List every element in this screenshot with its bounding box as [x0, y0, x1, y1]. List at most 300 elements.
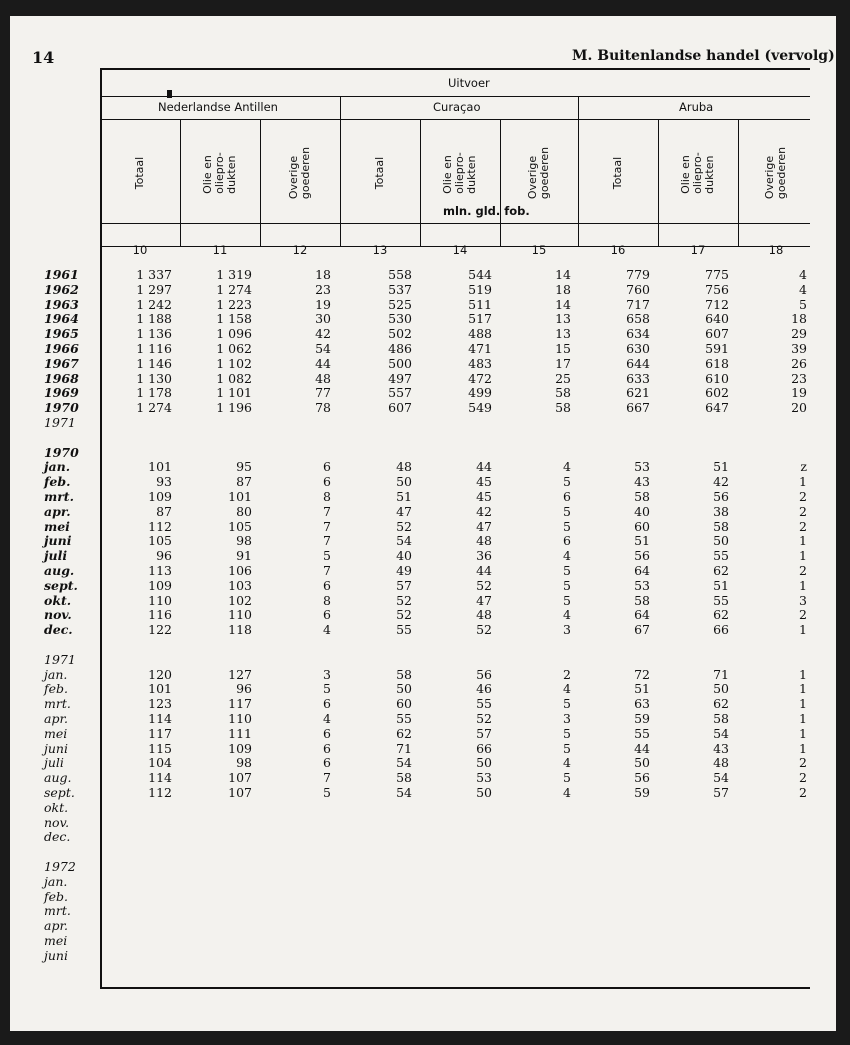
row-label: feb. [44, 888, 68, 904]
table-cell: 45 [476, 474, 492, 490]
table-cell: 1 116 [136, 341, 172, 356]
table-cell: 104 [148, 755, 172, 771]
row-label: nov. [44, 607, 72, 623]
table-cell: 1 [799, 711, 807, 726]
table-cell: 54 [713, 770, 729, 786]
row-label: mrt. [44, 489, 74, 504]
table-cell: 51 [634, 681, 650, 697]
table-cell: 56 [634, 770, 650, 786]
table-cell: 2 [799, 785, 807, 800]
table-cell: 60 [396, 696, 412, 712]
table-cell: 45 [476, 489, 492, 504]
column-number: 10 [132, 243, 148, 257]
table-cell: 4 [563, 785, 571, 800]
table-cell: 618 [705, 355, 729, 371]
unit-label: mln. gld. fob. [443, 204, 530, 218]
table-cell: 472 [468, 370, 492, 386]
row-label: aug. [44, 770, 72, 786]
row-label: 1969 [44, 385, 79, 401]
table-cell: 48 [713, 755, 729, 771]
table-cell: 80 [236, 503, 252, 519]
header-rule-3 [100, 119, 810, 120]
table-cell: 62 [713, 607, 729, 623]
table-cell: 2 [799, 563, 807, 578]
table-cell: 1 130 [136, 370, 172, 386]
table-cell: 118 [228, 622, 252, 638]
table-cell: 23 [791, 370, 807, 386]
bottom-rule [100, 987, 810, 989]
table-cell: 112 [148, 518, 172, 534]
subheader-col-18: Overige goederen [763, 146, 788, 200]
table-cell: 43 [634, 474, 650, 490]
table-cell: 93 [156, 474, 172, 490]
table-cell: 50 [396, 681, 412, 697]
table-cell: 517 [468, 311, 492, 327]
row-label: okt. [44, 592, 72, 608]
table-cell: 40 [634, 503, 650, 519]
row-label: sept. [44, 785, 75, 800]
table-cell: 57 [713, 785, 729, 800]
table-cell: 756 [705, 281, 729, 297]
table-cell: 5 [563, 770, 571, 786]
table-cell: 7 [323, 518, 331, 534]
table-cell: 106 [228, 563, 252, 578]
row-label: juni [44, 740, 68, 756]
table-cell: 25 [555, 370, 571, 386]
table-cell: 52 [396, 518, 412, 534]
table-cell: 53 [634, 577, 650, 593]
table-cell: 60 [634, 518, 650, 534]
table-cell: 66 [476, 740, 492, 756]
table-cell: 29 [791, 326, 807, 342]
table-cell: 6 [323, 755, 331, 771]
table-cell: 49 [396, 563, 412, 578]
table-cell: 109 [148, 489, 172, 504]
table-cell: 1 146 [136, 355, 172, 371]
page-number: 14 [32, 48, 55, 67]
table-cell: 55 [476, 696, 492, 712]
table-cell: 122 [148, 622, 172, 638]
table-cell: 64 [634, 563, 650, 578]
table-cell: 1 297 [136, 281, 172, 297]
table-cell: 7 [323, 533, 331, 549]
table-cell: 48 [476, 607, 492, 623]
table-cell: 5 [563, 503, 571, 519]
table-cell: 51 [396, 489, 412, 504]
table-cell: 18 [315, 267, 331, 282]
table-cell: 5 [323, 681, 331, 697]
table-cell: 5 [563, 563, 571, 578]
table-cell: 127 [228, 666, 252, 682]
table-cell: 1 196 [216, 400, 252, 416]
table-cell: 62 [396, 725, 412, 741]
vrule-c13-low [420, 224, 421, 246]
row-label: 1961 [44, 267, 79, 282]
subheader-col-11: Olie en oliepro- dukten [201, 152, 238, 194]
table-cell: 4 [563, 607, 571, 623]
row-label: apr. [44, 918, 69, 934]
vrule-c13 [420, 120, 421, 224]
table-cell: 7 [323, 770, 331, 786]
table-cell: 18 [791, 311, 807, 327]
table-cell: 607 [705, 326, 729, 342]
table-cell: 19 [315, 296, 331, 312]
table-cell: 1 096 [216, 326, 252, 342]
row-label: 1970 [44, 444, 79, 460]
table-cell: 117 [228, 696, 252, 712]
vrule-ant-cur [340, 96, 341, 246]
table-cell: 38 [713, 503, 729, 519]
table-cell: 58 [396, 770, 412, 786]
table-cell: 2 [799, 503, 807, 519]
column-number: 12 [292, 243, 308, 257]
table-cell: 549 [468, 400, 492, 416]
table-cell: 52 [396, 607, 412, 623]
table-cell: 39 [791, 341, 807, 356]
table-cell: 5 [563, 696, 571, 712]
table-cell: 18 [555, 281, 571, 297]
row-label: 1963 [44, 296, 79, 312]
table-cell: 2 [563, 666, 571, 682]
table-cell: 1 158 [216, 311, 252, 327]
table-cell: z [800, 459, 807, 475]
table-cell: 2 [799, 607, 807, 623]
table-cell: 557 [388, 385, 412, 401]
table-cell: 54 [713, 725, 729, 741]
table-cell: 58 [555, 400, 571, 416]
table-cell: 3 [563, 622, 571, 638]
row-label: juni [44, 533, 72, 549]
table-cell: 101 [148, 459, 172, 475]
table-cell: 4 [563, 755, 571, 771]
table-cell: 4 [799, 267, 807, 282]
table-cell: 51 [713, 577, 729, 593]
table-cell: 647 [705, 400, 729, 416]
table-cell: 1 [799, 696, 807, 712]
table-cell: 1 [799, 622, 807, 638]
vrule-c14-low [500, 224, 501, 246]
table-cell: 115 [148, 740, 172, 756]
column-number: 15 [531, 243, 547, 257]
row-label: mei [44, 933, 68, 948]
table-cell: 113 [148, 563, 172, 578]
table-cell: 13 [555, 326, 571, 342]
table-cell: 62 [713, 563, 729, 578]
column-number: 18 [768, 243, 784, 257]
table-cell: 101 [148, 681, 172, 697]
subheader-col-15: Overige goederen [526, 146, 551, 200]
table-cell: 36 [476, 548, 492, 564]
row-label: juni [44, 947, 68, 963]
table-cell: 779 [626, 267, 650, 282]
table-cell: 58 [713, 711, 729, 726]
header-rule-4 [100, 223, 810, 224]
table-cell: 51 [713, 459, 729, 475]
table-cell: 6 [323, 696, 331, 712]
table-cell: 4 [323, 711, 331, 726]
table-cell: 1 [799, 548, 807, 564]
column-number: 11 [212, 243, 228, 257]
row-label: mrt. [44, 696, 71, 712]
table-cell: 5 [563, 518, 571, 534]
row-label: jan. [44, 873, 68, 889]
statistics-page [10, 16, 836, 1031]
table-cell: 17 [555, 355, 571, 371]
table-cell: 110 [228, 607, 252, 623]
table-cell: 486 [388, 341, 412, 356]
table-cell: 1 101 [216, 385, 252, 401]
table-cell: 96 [156, 548, 172, 564]
table-cell: 53 [634, 459, 650, 475]
row-label: 1966 [44, 341, 79, 356]
table-cell: 59 [634, 785, 650, 800]
table-cell: 71 [396, 740, 412, 756]
table-cell: 14 [555, 296, 571, 312]
table-cell: 591 [705, 341, 729, 356]
table-cell: 50 [713, 533, 729, 549]
table-cell: 87 [156, 503, 172, 519]
table-cell: 511 [468, 296, 492, 312]
table-cell: 1 274 [216, 281, 252, 297]
table-cell: 1 [799, 577, 807, 593]
table-cell: 117 [148, 725, 172, 741]
table-cell: 6 [323, 459, 331, 475]
table-cell: 1 178 [136, 385, 172, 401]
table-cell: 55 [634, 725, 650, 741]
column-number: 14 [452, 243, 468, 257]
table-cell: 103 [228, 577, 252, 593]
row-label: 1971 [44, 415, 76, 430]
row-label: juli [44, 548, 68, 564]
row-label: feb. [44, 474, 71, 490]
table-cell: 1 274 [136, 400, 172, 416]
table-cell: 105 [228, 518, 252, 534]
table-cell: 77 [315, 385, 331, 401]
row-label: dec. [44, 829, 71, 845]
table-cell: 47 [476, 592, 492, 608]
table-cell: 8 [323, 489, 331, 504]
row-label: dec. [44, 622, 73, 638]
table-cell: 59 [634, 711, 650, 726]
table-cell: 58 [634, 592, 650, 608]
table-cell: 55 [396, 711, 412, 726]
row-label: 1972 [44, 859, 76, 874]
table-cell: 110 [148, 592, 172, 608]
table-cell: 537 [388, 281, 412, 297]
vrule-c17 [738, 120, 739, 246]
table-cell: 630 [626, 341, 650, 356]
table-cell: 519 [468, 281, 492, 297]
table-cell: 58 [634, 489, 650, 504]
table-cell: 1 [799, 681, 807, 697]
table-cell: 30 [315, 311, 331, 327]
table-cell: 42 [476, 503, 492, 519]
row-label: apr. [44, 503, 71, 519]
row-label: 1965 [44, 326, 79, 342]
table-cell: 471 [468, 341, 492, 356]
table-cell: 26 [791, 355, 807, 371]
table-cell: 55 [713, 548, 729, 564]
table-cell: 120 [148, 666, 172, 682]
row-label: mei [44, 725, 68, 741]
table-cell: 54 [315, 341, 331, 356]
row-label: mrt. [44, 903, 71, 919]
subheader-col-13: Totaal [373, 156, 386, 190]
left-vrule [100, 68, 102, 988]
table-cell: 5 [563, 740, 571, 756]
table-cell: 621 [626, 385, 650, 401]
row-label: 1962 [44, 281, 79, 297]
group-curacao: Curaçao [433, 100, 481, 114]
row-label: 1971 [44, 651, 76, 667]
table-cell: 44 [315, 355, 331, 371]
table-cell: 6 [323, 740, 331, 756]
table-cell: 717 [626, 296, 650, 312]
table-cell: 3 [799, 592, 807, 608]
table-cell: 5 [799, 296, 807, 312]
group-antillen: Nederlandse Antillen [158, 100, 278, 114]
header-rule-2 [100, 96, 810, 97]
table-cell: 71 [713, 666, 729, 682]
vrule-cur-aru [578, 96, 579, 246]
table-cell: 760 [626, 281, 650, 297]
table-cell: 5 [323, 548, 331, 564]
table-cell: 5 [563, 474, 571, 490]
table-cell: 54 [396, 785, 412, 800]
table-cell: 667 [626, 400, 650, 416]
page-title: M. Buitenlandse handel (vervolg) [572, 48, 835, 64]
table-cell: 72 [634, 666, 650, 682]
table-cell: 54 [396, 533, 412, 549]
export-header: Uitvoer [448, 76, 490, 90]
table-cell: 52 [396, 592, 412, 608]
row-label: apr. [44, 711, 69, 726]
table-cell: 48 [396, 459, 412, 475]
table-cell: 525 [388, 296, 412, 312]
vrule-c10 [180, 120, 181, 246]
table-cell: 95 [236, 459, 252, 475]
table-cell: 56 [634, 548, 650, 564]
table-cell: 102 [228, 592, 252, 608]
table-cell: 109 [228, 740, 252, 756]
table-cell: 56 [713, 489, 729, 504]
row-label: aug. [44, 563, 75, 578]
table-cell: 634 [626, 326, 650, 342]
vrule-c11 [260, 120, 261, 246]
table-cell: 4 [323, 622, 331, 638]
table-cell: 47 [396, 503, 412, 519]
row-label: sept. [44, 577, 78, 593]
table-cell: 107 [228, 770, 252, 786]
table-cell: 50 [476, 785, 492, 800]
table-cell: 1 [799, 474, 807, 490]
table-cell: 43 [713, 740, 729, 756]
table-cell: 6 [323, 725, 331, 741]
table-cell: 544 [468, 267, 492, 282]
vrule-c16 [658, 120, 659, 246]
table-cell: 98 [236, 755, 252, 771]
row-label: jan. [44, 459, 71, 475]
column-number: 13 [372, 243, 388, 257]
table-cell: 44 [476, 459, 492, 475]
table-cell: 1 188 [136, 311, 172, 327]
table-cell: 78 [315, 400, 331, 416]
table-cell: 112 [148, 785, 172, 800]
subheader-col-16: Totaal [611, 156, 624, 190]
table-cell: 123 [148, 696, 172, 712]
table-cell: 52 [476, 711, 492, 726]
table-cell: 15 [555, 341, 571, 356]
table-cell: 4 [563, 548, 571, 564]
table-cell: 42 [315, 326, 331, 342]
table-cell: 1 136 [136, 326, 172, 342]
table-cell: 64 [634, 607, 650, 623]
table-cell: 42 [713, 474, 729, 490]
table-cell: 58 [396, 666, 412, 682]
table-cell: 7 [323, 563, 331, 578]
table-cell: 775 [705, 267, 729, 282]
table-cell: 54 [396, 755, 412, 771]
row-label: mei [44, 518, 70, 534]
top-rule [100, 68, 810, 70]
table-cell: 2 [799, 755, 807, 771]
table-cell: 558 [388, 267, 412, 282]
table-cell: 3 [563, 711, 571, 726]
table-cell: 658 [626, 311, 650, 327]
table-cell: 14 [555, 267, 571, 282]
table-cell: 602 [705, 385, 729, 401]
table-cell: 530 [388, 311, 412, 327]
table-cell: 610 [705, 370, 729, 386]
subheader-col-14: Olie en oliepro- dukten [441, 152, 478, 194]
table-cell: 499 [468, 385, 492, 401]
table-cell: 91 [236, 548, 252, 564]
table-cell: 1 102 [216, 355, 252, 371]
table-cell: 1 [799, 725, 807, 741]
table-cell: 56 [476, 666, 492, 682]
table-cell: 63 [634, 696, 650, 712]
table-cell: 4 [799, 281, 807, 297]
table-cell: 48 [476, 533, 492, 549]
table-cell: 67 [634, 622, 650, 638]
table-cell: 98 [236, 533, 252, 549]
table-cell: 2 [799, 770, 807, 786]
table-cell: 500 [388, 355, 412, 371]
row-label: feb. [44, 681, 68, 697]
table-cell: 2 [799, 489, 807, 504]
table-cell: 50 [713, 681, 729, 697]
table-cell: 502 [388, 326, 412, 342]
table-cell: 66 [713, 622, 729, 638]
table-cell: 109 [148, 577, 172, 593]
table-cell: 116 [148, 607, 172, 623]
table-cell: 52 [476, 577, 492, 593]
table-cell: 101 [228, 489, 252, 504]
table-cell: 23 [315, 281, 331, 297]
table-cell: 6 [323, 577, 331, 593]
table-cell: 1 223 [216, 296, 252, 312]
table-cell: 107 [228, 785, 252, 800]
table-cell: 50 [396, 474, 412, 490]
table-cell: 6 [563, 533, 571, 549]
table-cell: 7 [323, 503, 331, 519]
subheader-col-17: Olie en oliepro- dukten [679, 152, 716, 194]
table-cell: 1 062 [216, 341, 252, 356]
table-cell: 110 [228, 711, 252, 726]
table-cell: 483 [468, 355, 492, 371]
table-cell: 57 [476, 725, 492, 741]
row-label: nov. [44, 814, 70, 830]
